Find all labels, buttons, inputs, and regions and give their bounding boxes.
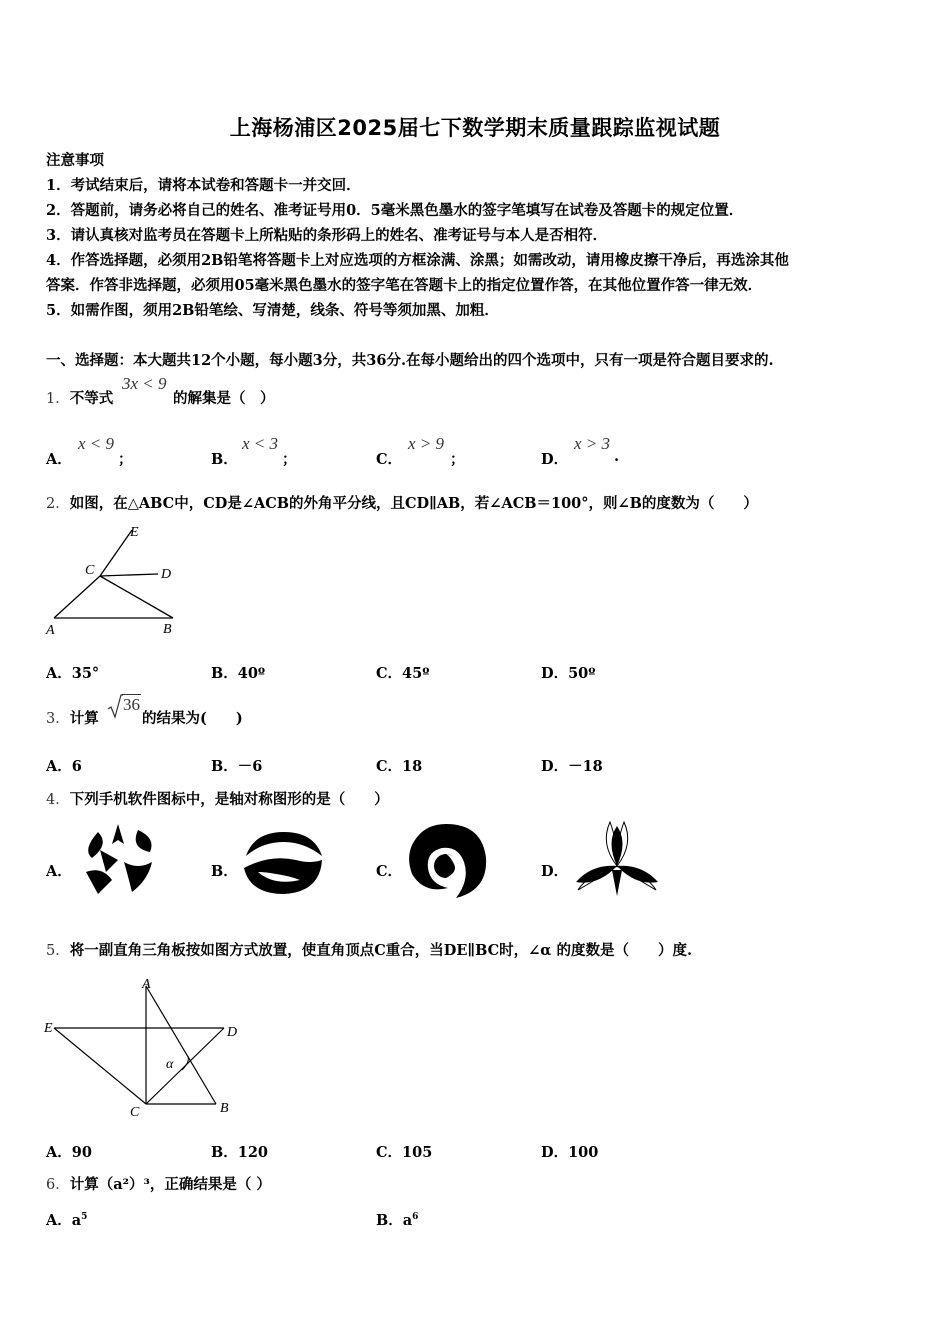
q1-expression: 3x < 9 [122,374,167,393]
q1-option-d-end: . [614,448,620,465]
q3-number: 3． [46,711,70,727]
q2-label-d: D [161,567,172,582]
q5-option-b[interactable]: B．120 [211,1144,269,1161]
q4-option-d[interactable]: D． [541,863,569,880]
q4-text: 下列手机软件图标中，是轴对称图形的是（ ） [69,791,389,808]
q1-option-c-label[interactable]: C． [376,451,403,468]
note-item-4: 4．作答选择题，必须用2B铅笔将答题卡上对应选项的方框涂满、涂黑；如需改动，请用橡皮擦干净后，再选涂其他 [46,252,789,269]
question-3 [46,708,99,730]
triangle-figure-q2 [40,520,190,640]
q1-post: 的解集是（ ） [173,390,275,407]
question-1 [46,388,113,410]
q1-option-b-label[interactable]: B． [211,451,238,468]
stars-icon [78,822,158,898]
q6-option-b-base: a [402,1212,413,1229]
q2-number: 2． [46,496,70,512]
spiral-icon [404,820,490,900]
question-5 [46,940,692,962]
q4-option-a[interactable]: A． [46,863,72,880]
petals-icon [572,820,662,898]
q3-post: 的结果为( ) [142,710,243,727]
q4-option-b[interactable]: B． [211,863,238,880]
q5-label-a: A [142,977,151,992]
q1-pre: 不等式 [69,390,114,407]
q3-option-a[interactable]: A．6 [46,758,82,775]
q1-option-c-end: ； [450,451,465,468]
q5-label-e: E [44,1021,53,1036]
q6-text: 计算（a²）³，正确结果是（ ） [69,1176,271,1193]
q3-option-b[interactable]: B．－6 [211,758,263,775]
q6-option-a-exp: 5 [81,1212,88,1223]
question-2 [46,493,758,515]
q5-option-d[interactable]: D．100 [541,1144,599,1161]
note-item-4-cont: 答案．作答非选择题，必须用05毫米黑色墨水的签字笔在答题卡上的指定位置作答，在其他位置作答一律无效． [46,277,763,294]
note-item-1: 1．考试结束后，请将本试卷和答题卡一并交回． [46,177,361,194]
q6-option-b-exp: 6 [412,1212,419,1223]
q5-label-c: C [130,1105,140,1120]
q5-label-alpha: α [166,1057,174,1072]
q2-option-a[interactable]: A．35° [46,665,100,682]
q2-label-b: B [163,622,172,637]
q5-label-b: B [220,1101,229,1116]
q5-option-a[interactable]: A．90 [46,1144,92,1161]
note-item-5: 5．如需作图，须用2B铅笔绘、写清楚，线条、符号等须加黑、加粗． [46,302,499,319]
q2-label-e: E [130,525,139,540]
note-item-3: 3．请认真核对监考员在答题卡上所粘贴的条形码上的姓名、准考证号与本人是否相符． [46,227,608,244]
q1-option-b-end: ； [282,451,297,468]
q2-option-c[interactable]: C．45º [376,665,430,682]
q3-option-c[interactable]: C．18 [376,758,423,775]
notes-heading: 注意事项 [46,152,104,169]
q3-option-d[interactable]: D．－18 [541,758,603,775]
q5-text: 将一副直角三角板按如图方式放置，使直角顶点C重合，当DE∥BC时，∠α 的度数是（ ）度. [69,942,693,959]
q1-option-d-label[interactable]: D． [541,451,569,468]
q1-number: 1． [46,391,70,407]
q5-option-c[interactable]: C．105 [376,1144,433,1161]
q6-number: 6． [46,1177,70,1193]
q1-option-d-math: x > 3 [574,434,611,453]
triangles-figure-q5 [40,972,250,1122]
q2-label-a: A [46,623,55,638]
q2-label-c: C [85,563,95,578]
question-6 [46,1174,271,1196]
q1-option-a-end: ； [118,451,133,468]
q4-number: 4． [46,792,70,808]
question-4 [46,789,389,811]
q5-label-d: D [227,1025,238,1040]
page-title: 上海杨浦区2025届七下数学期末质量跟踪监视试题 [229,116,721,140]
q6-option-a[interactable] [46,1209,87,1230]
q3-pre: 计算 [69,710,99,727]
ring-icon [240,830,326,896]
q2-text: 如图，在△ABC中，CD是∠ACB的外角平分线，且CD∥AB，若∠ACB＝100°，则∠B的度数为（ ） [69,495,758,512]
q1-option-a-math: x < 9 [78,434,115,453]
q6-option-a-base: a [71,1212,82,1229]
q4-option-c[interactable]: C． [376,863,403,880]
q6-option-b-label: B． [376,1212,403,1229]
q5-number: 5． [46,943,70,959]
q6-option-b[interactable] [376,1209,418,1230]
q2-option-d[interactable]: D．50º [541,665,596,682]
section-heading: 一、选择题：本大题共12个小题，每小题3分，共36分.在每小题给出的四个选项中，只有一项是符合题目要求的. [46,352,774,369]
q2-option-b[interactable]: B．40º [211,665,266,682]
q1-option-c-math: x > 9 [408,434,445,453]
q1-option-a-label[interactable]: A． [46,451,72,468]
q3-radicand: 36 [123,695,140,714]
q1-option-b-math: x < 3 [242,434,279,453]
note-item-2: 2．答题前，请务必将自己的姓名、准考证号用0．5毫米黑色墨水的签字笔填写在试卷及答题卡的规定位置． [46,202,744,219]
sqrt-icon [107,693,123,719]
q6-option-a-label: A． [46,1212,72,1229]
